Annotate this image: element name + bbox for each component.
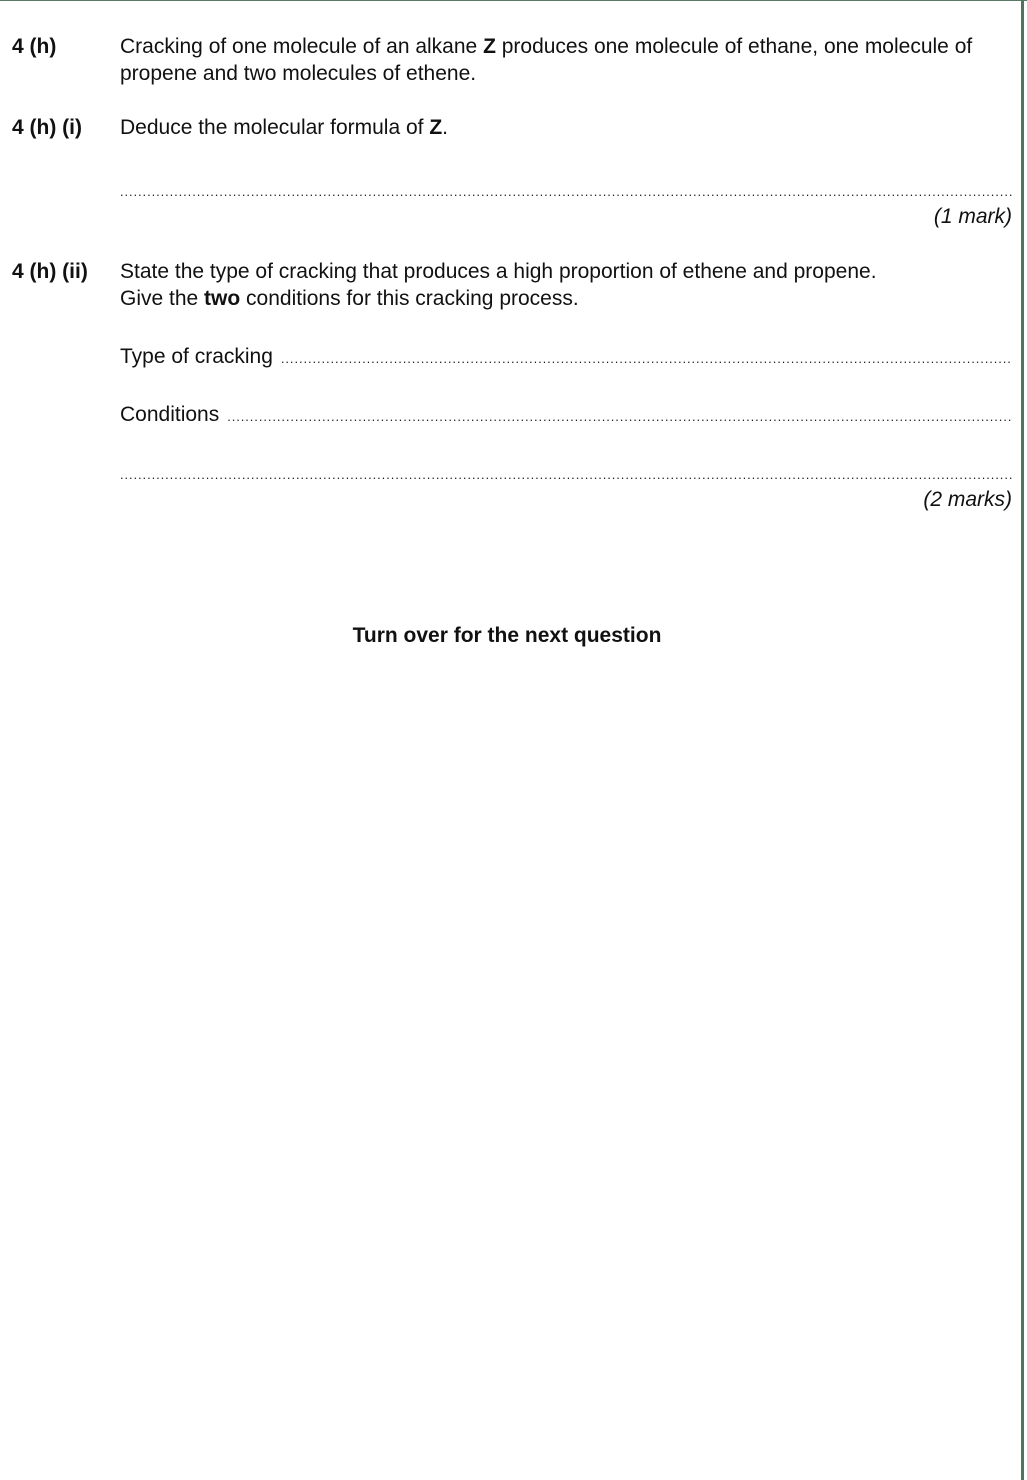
question-text-4h: [120, 33, 1010, 87]
q4h-text-bold: Z: [483, 35, 496, 58]
question-number-4hii: 4 (h) (ii): [12, 260, 88, 283]
type-of-cracking-label: Type of cracking: [120, 345, 273, 368]
q4hi-text-bold: Z: [429, 116, 443, 139]
page-border-top: [0, 0, 1027, 1]
q4hi-text-post: .: [442, 116, 448, 139]
turn-over-note: Turn over for the next question: [352, 624, 662, 647]
q4hi-text-pre: Deduce the molecular formula of: [120, 116, 430, 139]
q4hii-line2-bold: two: [204, 287, 241, 310]
page-border-right: [1021, 0, 1024, 1480]
conditions-line[interactable]: [120, 403, 1012, 427]
q4h-text-pre: Cracking of one molecule of an alkane: [120, 35, 484, 58]
q4hii-line2-pre: Give the: [120, 287, 205, 310]
answer-line-4hi[interactable]: [120, 187, 1012, 197]
marks-4hii: (2 marks): [923, 488, 1012, 511]
question-number-4h: 4 (h): [12, 35, 57, 58]
q4h-text-post: produces one molecule of ethane, one molecule of propene and two molecules of ethene.: [120, 35, 973, 85]
type-of-cracking-line[interactable]: [120, 345, 1012, 369]
q4hii-line1: State the type of cracking that produces a high proportion of ethene and propene.: [120, 260, 877, 283]
q4hii-line2-post: conditions for this cracking process.: [240, 287, 579, 310]
conditions-label: Conditions: [120, 403, 220, 426]
conditions-answer[interactable]: [227, 409, 1012, 424]
question-text-4hi: [120, 114, 1010, 141]
type-of-cracking-answer[interactable]: [281, 351, 1012, 366]
question-text-4hii: [120, 258, 1010, 312]
answer-line-4hii-extra[interactable]: [120, 470, 1012, 480]
q4hii-line2: [120, 285, 1010, 312]
marks-4hi: (1 mark): [933, 205, 1012, 228]
question-number-4hi: 4 (h) (i): [12, 116, 82, 139]
